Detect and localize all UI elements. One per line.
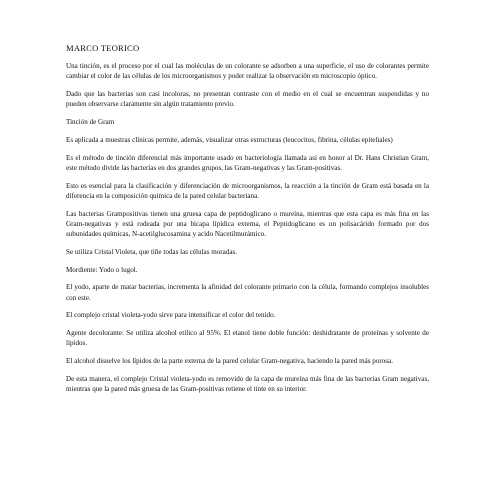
document-title: MARCO TEORICO <box>66 43 140 53</box>
section-heading-gram: Tinción de Gram <box>66 118 115 126</box>
document-page <box>66 43 429 402</box>
paragraph-classification: Esto es esencial para la clasificación y diferenciación de microorganismos, la reacción a la tinción de Gram está basada en la diferencia en la composición química de la pared celular bacteriana. <box>66 181 429 200</box>
paragraph-crystal-violet: Se utiliza Cristal Violeta, que tiñe todas las células moradas. <box>66 247 238 256</box>
paragraph-conclusion: De esta manera, el complejo Cristal violeta-yodo es removido de la capa de mureína más fina de las bacterias Gram negativas, mientras que la pared más gruesa de las Gram-positivas retiene el tinte en su interior. <box>66 374 429 394</box>
paragraph-definition: Una tinción, es el proceso por el cual las moléculas de un colorante se adsorben a una superficie, el uso de colorantes permite cambiar el color de las células de los microorganismos y poder realizar la observación en microscopio óptico. <box>66 62 429 81</box>
paragraph-method: Es el método de tinción diferencial más importante usado en bacteriología llamada así en honor al Dr. Hans Christian Gram, este método divide las bacterias en dos grandes grupos, las Gram-negativas y las Gram-positivas. <box>66 153 429 172</box>
paragraph-decolorizer: Agente decolorante: Se utiliza alcohol etílico al 95%. El etanol tiene doble función: deshidratante de proteínas y solvente de lípidos. <box>66 329 429 348</box>
paragraph-contrast: Dado que las bacterias son casi incoloras, no presentan contraste con el medio en el cual se encuentran suspendidas y no pueden observarse claramente sin algún tratamiento previo. <box>66 90 429 109</box>
paragraph-alcohol: El alcohol disuelve los lípidos de la parte externa de la pared celular Gram-negativa, haciendo la pared más porosa. <box>66 357 393 366</box>
paragraph-complex: El complejo cristal violeta-yodo sirve para intensificar el color del tenido. <box>66 311 276 320</box>
paragraph-clinical: Es aplicada a muestras clínicas permite, además, visualizar otras estructuras (leucocitos, fibrina, células epiteliales) <box>66 135 393 144</box>
paragraph-iodine: El yodo, aparte de matar bacterias, incrementa la afinidad del colorante primario con la célula, formando complejos insolubles con este. <box>66 283 429 302</box>
paragraph-cell-wall: Las bacterias Grampositivas tienen una gruesa capa de peptidoglicano o mureína, mientras que esta capa es más fina en las Gram-negativas y está rodeada por una bicapa lipídica externa, el Peptidoglicano es un polisacárido formado por dos subunidades químicas, N-acetilglucosamina y acido Nacetilmurámico. <box>66 209 429 238</box>
paragraph-mordant: Mordiente: Yodo o lugol. <box>66 265 138 274</box>
